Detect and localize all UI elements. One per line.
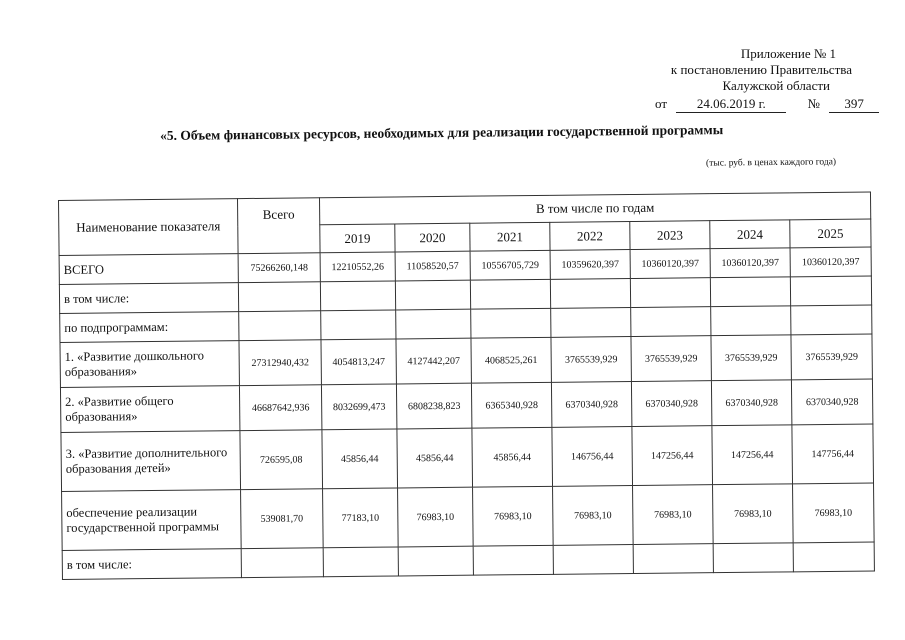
row-value: 12210552,26 (320, 252, 395, 282)
row-value (323, 547, 398, 577)
row-value: 10360120,397 (790, 247, 871, 277)
row-value (630, 278, 710, 308)
row-value: 76983,10 (633, 485, 714, 545)
row-total: 46687642,936 (239, 385, 321, 431)
row-total: 27312940,432 (239, 340, 321, 386)
header-year: 2023 (630, 221, 710, 250)
row-value: 76983,10 (473, 486, 554, 546)
finance-table-wrap (58, 191, 874, 579)
header-year: 2019 (320, 224, 395, 253)
row-name: обеспечение реализации государственной программы (62, 490, 242, 551)
row-value (710, 277, 790, 307)
row-name: ВСЕГО (59, 254, 238, 285)
row-value (791, 305, 872, 335)
header-name: Наименование показателя (59, 199, 239, 256)
row-value: 10360120,397 (710, 248, 790, 278)
row-value: 147256,44 (632, 426, 713, 486)
row-name: 3. «Развитие дополнительного образования детей» (61, 431, 241, 492)
row-value: 4068525,261 (471, 337, 551, 383)
region-label: Калужской области (722, 78, 830, 93)
row-total: 726595,08 (240, 430, 323, 490)
row-value: 6365340,928 (471, 382, 551, 428)
resolution-number: 397 (829, 96, 879, 113)
row-value: 3765539,929 (791, 334, 873, 380)
row-value (551, 308, 631, 338)
row-value (713, 543, 793, 573)
row-value: 76983,10 (553, 485, 634, 545)
row-value: 6808238,823 (396, 383, 471, 429)
row-name: в том числе: (59, 283, 238, 314)
row-value (550, 279, 630, 309)
resolution-label: к постановлению Правительства (670, 62, 852, 77)
row-value (790, 276, 871, 306)
row-value: 147756,44 (792, 424, 874, 484)
row-value: 6370340,928 (711, 380, 791, 426)
row-total: 75266260,148 (238, 253, 320, 283)
row-value: 11058520,57 (395, 251, 470, 281)
row-value: 3765539,929 (711, 335, 791, 381)
row-value: 3765539,929 (631, 336, 711, 382)
row-value: 45856,44 (322, 429, 398, 489)
units-note: (тыс. руб. в ценах каждого года) (705, 157, 837, 169)
header-years-group: В том числе по годам (319, 192, 870, 225)
header-year: 2022 (550, 222, 630, 251)
row-value: 6370340,928 (631, 381, 711, 427)
row-value: 45856,44 (397, 428, 473, 488)
finance-table (58, 191, 875, 579)
row-value: 6370340,928 (551, 382, 631, 428)
row-value (396, 309, 471, 339)
row-value (631, 307, 711, 337)
row-value: 3765539,929 (551, 337, 631, 383)
row-value (633, 544, 713, 574)
appendix-header (640, 46, 870, 94)
row-name: 1. «Развитие дошкольного образования» (60, 341, 239, 388)
row-value: 8032699,473 (321, 384, 396, 430)
row-value (398, 546, 473, 576)
table-row (61, 424, 874, 492)
row-value: 76983,10 (713, 484, 794, 544)
header-year: 2020 (395, 223, 470, 252)
header-year: 2025 (790, 219, 871, 248)
section-title: «5. Объем финансовых ресурсов, необходимых для реализации государственной программы (160, 122, 724, 143)
row-value: 77183,10 (323, 488, 399, 548)
header-year: 2024 (710, 220, 790, 249)
row-value (473, 545, 553, 575)
row-name: в том числе: (62, 549, 241, 580)
row-value (321, 310, 396, 340)
row-value (471, 308, 551, 338)
row-name: по подпрограммам: (60, 312, 239, 343)
row-name: 2. «Развитие общего образования» (60, 386, 239, 433)
row-value: 146756,44 (552, 427, 633, 487)
row-value (395, 280, 470, 310)
row-total (241, 548, 323, 578)
row-value (470, 279, 550, 309)
resolution-date: 24.06.2019 г. (676, 96, 786, 113)
row-total: 539081,70 (241, 489, 324, 549)
number-label: № (807, 96, 820, 111)
appendix-label: Приложение № 1 (740, 46, 836, 61)
row-value: 4054813,247 (321, 339, 396, 385)
date-prefix: от (655, 96, 668, 111)
row-value: 45856,44 (472, 427, 553, 487)
row-value: 10359620,397 (550, 250, 630, 280)
row-value: 76983,10 (793, 483, 875, 543)
row-value: 4127442,207 (396, 338, 471, 384)
row-value (793, 542, 874, 572)
row-value: 10556705,729 (470, 250, 550, 280)
header-year: 2021 (470, 222, 550, 251)
row-value (553, 544, 633, 574)
row-total (239, 311, 321, 341)
row-value: 76983,10 (398, 487, 474, 547)
table-row (62, 483, 875, 551)
row-value (320, 281, 395, 311)
row-value: 147256,44 (712, 425, 793, 485)
row-value (711, 306, 791, 336)
row-total (238, 282, 320, 312)
resolution-date-row (655, 96, 879, 113)
header-total: Всего (237, 198, 320, 254)
row-value: 10360120,397 (630, 249, 710, 279)
row-value: 6370340,928 (791, 379, 873, 425)
